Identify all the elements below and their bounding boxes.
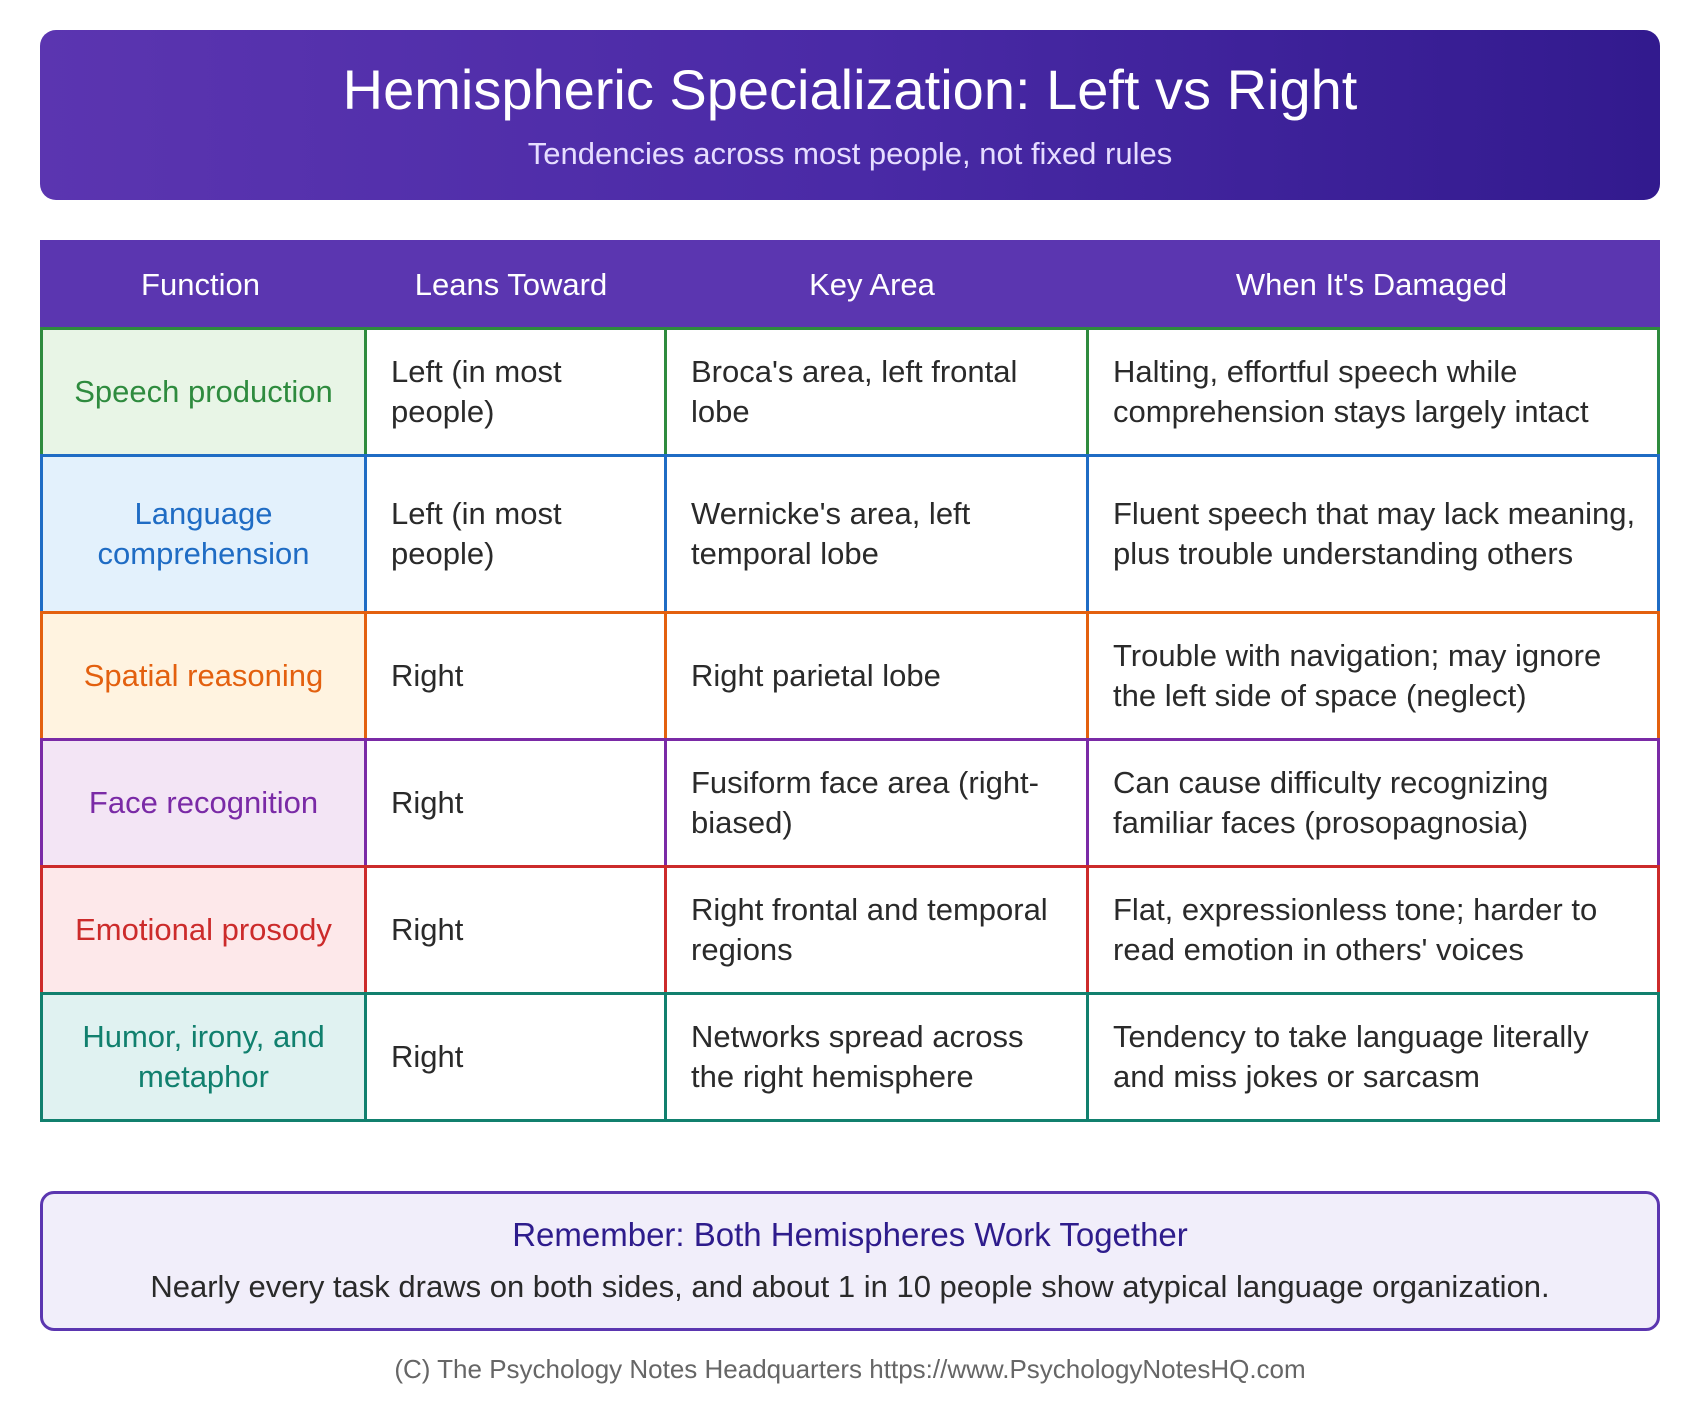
leans-toward-cell: Right [364, 614, 664, 738]
key-area-cell: Right parietal lobe [664, 614, 1086, 738]
table-header [40, 240, 1660, 330]
key-area-cell: Fusiform face area (right-biased) [664, 741, 1086, 865]
function-cell: Speech production [43, 330, 364, 454]
column-header-key-area: Key Area [809, 267, 935, 302]
column-header-function: Function [141, 267, 260, 302]
table-row [40, 327, 1660, 457]
table-row [40, 865, 1660, 995]
reminder-text: Nearly every task draws on both sides, and about 1 in 10 people show atypical language organization. [150, 1269, 1550, 1304]
key-area-cell: Wernicke's area, left temporal lobe [664, 457, 1086, 611]
damage-cell: Fluent speech that may lack meaning, plus trouble understanding others [1086, 457, 1663, 611]
key-area-cell: Right frontal and temporal regions [664, 868, 1086, 992]
function-cell: Spatial reasoning [43, 614, 364, 738]
title-banner [40, 30, 1660, 200]
leans-toward-cell: Right [364, 995, 664, 1119]
function-cell: Face recognition [43, 741, 364, 865]
leans-toward-cell: Right [364, 741, 664, 865]
damage-cell: Flat, expressionless tone; harder to read emotion in others' voices [1086, 868, 1663, 992]
damage-cell: Can cause difficulty recognizing familiar faces (prosopagnosia) [1086, 741, 1663, 865]
page-subtitle: Tendencies across most people, not fixed rules [527, 136, 1173, 171]
table-row [40, 738, 1660, 868]
reminder-box [40, 1191, 1660, 1331]
table-row [40, 454, 1660, 614]
column-header-when-damaged: When It's Damaged [1235, 267, 1508, 302]
reminder-title: Remember: Both Hemispheres Work Together [512, 1216, 1188, 1253]
key-area-cell: Broca's area, left frontal lobe [664, 330, 1086, 454]
column-header-leans-toward: Leans Toward [414, 267, 608, 302]
leans-toward-cell: Left (in most people) [364, 330, 664, 454]
leans-toward-cell: Right [364, 868, 664, 992]
function-cell: Emotional prosody [43, 868, 364, 992]
damage-cell: Tendency to take language literally and miss jokes or sarcasm [1086, 995, 1663, 1119]
page-title: Hemispheric Specialization: Left vs Right [342, 58, 1358, 121]
function-cell: Language comprehension [43, 457, 364, 611]
table-row [40, 611, 1660, 741]
key-area-cell: Networks spread across the right hemisphere [664, 995, 1086, 1119]
copyright-footer: (C) The Psychology Notes Headquarters https://www.PsychologyNotesHQ.com [394, 1354, 1306, 1384]
damage-cell: Halting, effortful speech while comprehension stays largely intact [1086, 330, 1663, 454]
table-row [40, 992, 1660, 1122]
damage-cell: Trouble with navigation; may ignore the left side of space (neglect) [1086, 614, 1663, 738]
function-cell: Humor, irony, and metaphor [43, 995, 364, 1119]
specialization-table [40, 240, 1660, 1122]
leans-toward-cell: Left (in most people) [364, 457, 664, 611]
